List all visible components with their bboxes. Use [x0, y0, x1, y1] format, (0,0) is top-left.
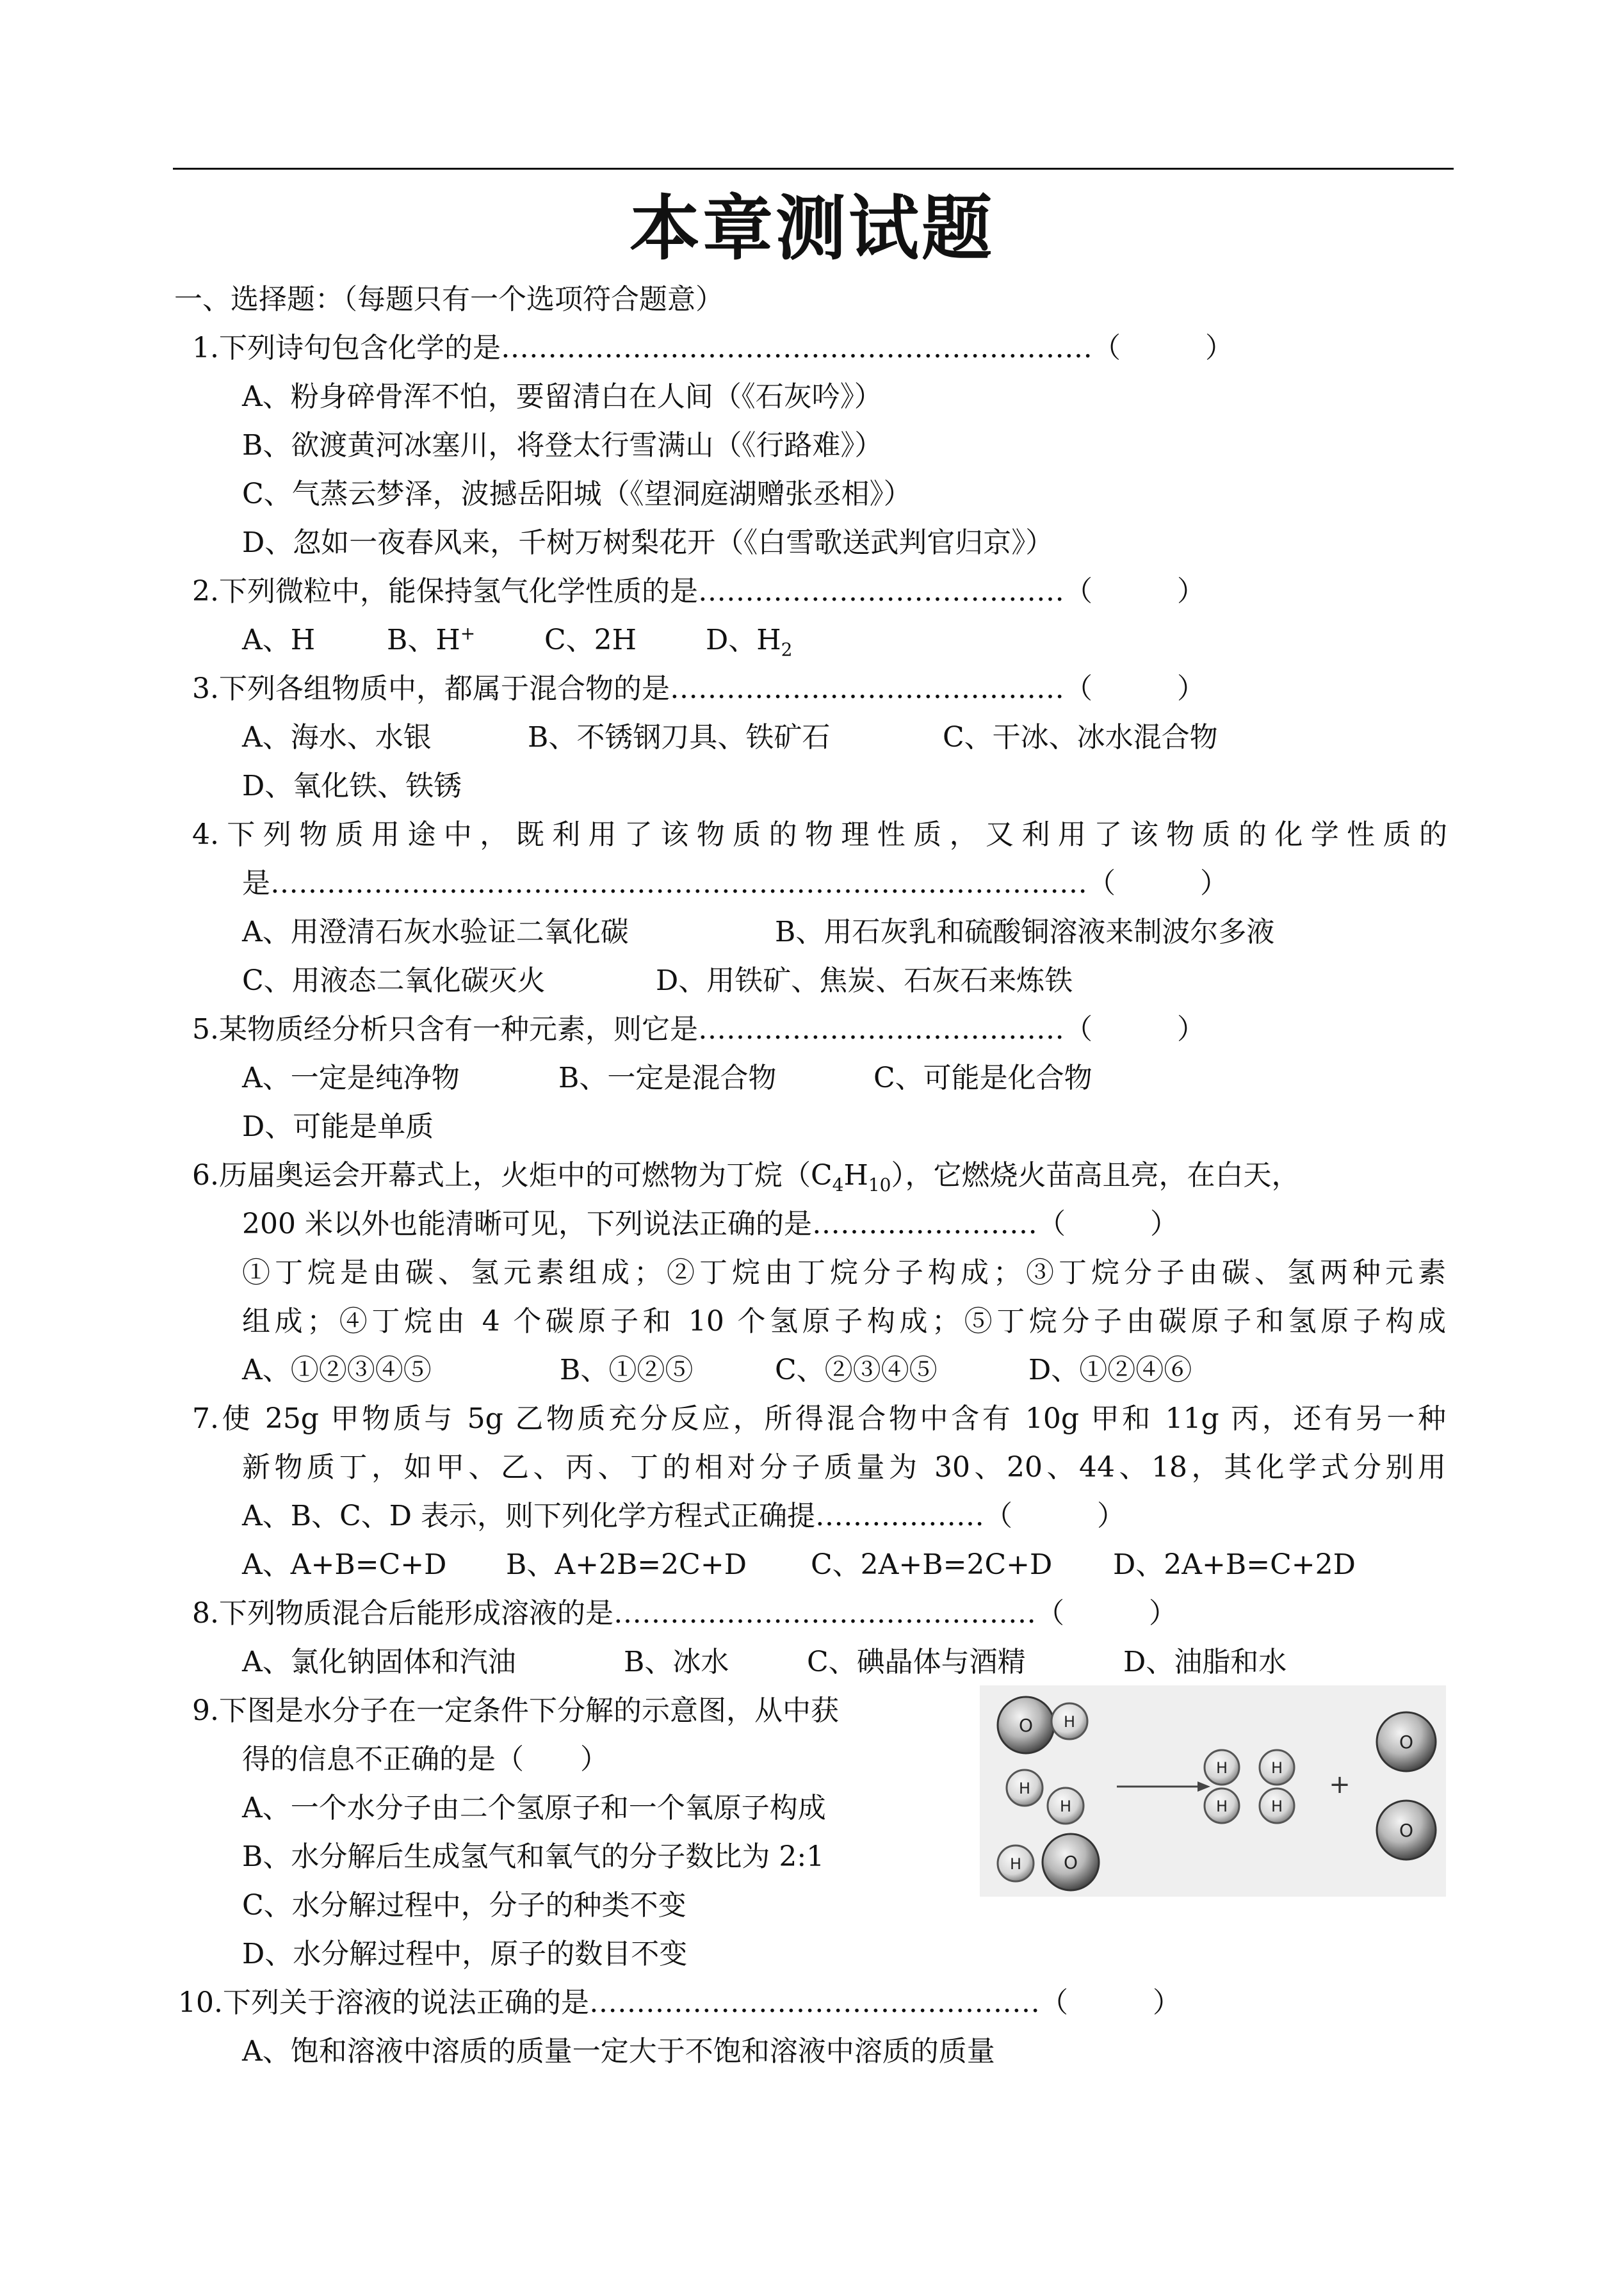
- question-4-options-row-1: [242, 913, 1274, 952]
- question-9-option-b: B、水分解后生成氢气和氧气的分子数比为 2:1: [242, 1840, 825, 1873]
- water-molecule-1: [998, 1697, 1087, 1753]
- water-molecule-3: [998, 1834, 1099, 1890]
- question-10-stem: 10.下列关于溶液的说法正确的是…………………………………………（ ）: [178, 1986, 1181, 2019]
- question-8-options: [242, 1643, 1287, 1682]
- question-1-option-b: B、欲渡黄河冰塞川，将登太行雪满山（《行路难》）: [242, 429, 883, 462]
- question-6-stem-line-1: 6.历届奥运会开幕式上，火炬中的可燃物为丁烷$(C_4H_{10})$，它燃烧火苗高且亮，在白天，: [192, 1159, 1300, 1196]
- water-molecule-2: [1007, 1770, 1084, 1824]
- water-decomposition-diagram: [980, 1685, 1446, 1897]
- question-4-stem-line-2: 是……………………………………………………………………………（ ）: [242, 867, 1228, 900]
- question-7-options: [242, 1546, 1356, 1584]
- svg-text:H: H: [1063, 1713, 1076, 1731]
- question-3-stem: 3.下列各组物质中，都属于混合物的是……………………………………（ ）: [192, 672, 1205, 705]
- plus-sign: +: [1329, 1770, 1351, 1799]
- svg-text:O: O: [1399, 1820, 1414, 1841]
- question-8-option-c: C、碘晶体与酒精: [807, 1646, 1026, 1678]
- svg-text:H: H: [1271, 1759, 1283, 1777]
- section-heading: 一、选择题：（每题只有一个选项符合题意）: [174, 283, 724, 316]
- question-6-option-d: D、①②④⑥: [1028, 1354, 1192, 1386]
- question-6-statements-line-2: 组成；④丁烷由 4 个碳原子和 10 个氢原子构成；⑤丁烷分子由碳原子和氢原子构成: [242, 1305, 1446, 1338]
- oxygen-molecule: [1377, 1712, 1436, 1860]
- question-2-option-a: A、H: [242, 624, 316, 656]
- svg-text:O: O: [1018, 1715, 1034, 1736]
- question-7-option-c: C、2A+B=2C+D: [811, 1548, 1053, 1581]
- question-4-stem-line-1: 4.下列物质用途中，既利用了该物质的物理性质，又利用了该物质的化学性质的: [192, 818, 1447, 851]
- svg-text:H: H: [1271, 1797, 1283, 1815]
- question-1-option-a: A、粉身碎骨浑不怕，要留清白在人间（《石灰吟》）: [242, 380, 882, 413]
- reaction-arrow-icon: [1117, 1781, 1210, 1792]
- hydrogen-molecule-2: [1260, 1750, 1294, 1823]
- svg-text:H: H: [1018, 1780, 1031, 1797]
- question-5-stem: 5.某物质经分析只含有一种元素，则它是…………………………………（ ）: [192, 1013, 1205, 1046]
- question-5-options: [242, 1059, 1092, 1098]
- question-2-option-c: C、2H: [544, 624, 637, 656]
- question-6-option-c: C、②③④⑤: [775, 1354, 938, 1386]
- question-9-stem-line-1: 9.下图是水分子在一定条件下分解的示意图，从中获: [192, 1694, 839, 1727]
- svg-text:H: H: [1059, 1797, 1072, 1815]
- question-1-option-c: C、气蒸云梦泽，波撼岳阳城（《望洞庭湖赠张丞相》）: [242, 478, 912, 510]
- question-5-option-a: A、一定是纯净物: [242, 1062, 460, 1094]
- question-3-options: [242, 718, 1218, 757]
- question-4-option-c: C、用液态二氧化碳灭火: [242, 964, 546, 997]
- question-10-option-a: A、饱和溶液中溶质的质量一定大于不饱和溶液中溶质的质量: [242, 2035, 995, 2068]
- question-9-option-a: A、一个水分子由二个氢原子和一个氧原子构成: [242, 1792, 826, 1824]
- question-7-stem-line-2: 新物质丁，如甲、乙、丙、丁的相对分子质量为 30、20、44、18，其化学式分别用: [242, 1451, 1446, 1484]
- question-5-option-b: B、一定是混合物: [558, 1062, 777, 1094]
- svg-text:H: H: [1215, 1797, 1228, 1815]
- question-8-option-d: D、油脂和水: [1123, 1646, 1287, 1678]
- water-decomposition-svg: [980, 1685, 1446, 1897]
- question-8-option-a: A、氯化钠固体和汽油: [242, 1646, 516, 1678]
- question-1-stem: 1.下列诗句包含化学的是………………………………………………………（ ）: [192, 332, 1233, 364]
- question-4-option-a: A、用澄清石灰水验证二氧化碳: [242, 916, 629, 948]
- question-7-stem-line-1: 7.使 25g 甲物质与 5g 乙物质充分反应，所得混合物中含有 10g 甲和 11g 丙，还有另一种: [192, 1402, 1446, 1435]
- question-4-option-b: B、用石灰乳和硫酸铜溶液来制波尔多液: [775, 916, 1275, 948]
- question-7-stem-line-3: A、B、C、D 表示，则下列化学方程式正确提………………（ ）: [242, 1500, 1126, 1532]
- question-2-options: [242, 621, 792, 660]
- question-5-option-d: D、可能是单质: [242, 1110, 434, 1143]
- question-1-option-d: D、忽如一夜春风来，千树万树梨花开（《白雪歌送武判官归京》）: [242, 526, 1054, 559]
- question-4-options-row-2: [242, 962, 1073, 1000]
- question-6-option-a: A、①②③④⑤: [242, 1354, 432, 1386]
- question-8-stem: 8.下列物质混合后能形成溶液的是………………………………………（ ）: [192, 1597, 1177, 1630]
- question-9-stem-line-2: 得的信息不正确的是（ ）: [242, 1743, 608, 1776]
- question-4-option-d: D、用铁矿、焦炭、石灰石来炼铁: [656, 964, 1073, 997]
- question-7-option-a: A、A+B=C+D: [242, 1548, 447, 1581]
- question-6-options: [242, 1351, 1192, 1390]
- question-6-statements-line-1: ①丁烷是由碳、氢元素组成；②丁烷由丁烷分子构成；③丁烷分子由碳、氢两种元素: [242, 1256, 1446, 1289]
- question-2-option-b: B、H+: [387, 622, 476, 656]
- svg-text:H: H: [1009, 1855, 1022, 1873]
- question-6-stem-line-2: 200 米以外也能清晰可见，下列说法正确的是……………………（ ）: [242, 1208, 1178, 1240]
- question-3-option-a: A、海水、水银: [242, 721, 432, 754]
- svg-text:O: O: [1399, 1731, 1414, 1753]
- top-rule: [173, 168, 1454, 170]
- question-2-option-d: D、$H_2$: [706, 624, 793, 660]
- page-title: 本章测试题: [629, 188, 995, 270]
- question-8-option-b: B、冰水: [624, 1646, 729, 1678]
- question-3-option-c: C、干冰、冰水混合物: [943, 721, 1218, 754]
- question-9-option-d: D、水分解过程中，原子的数目不变: [242, 1938, 688, 1970]
- svg-text:H: H: [1215, 1759, 1228, 1777]
- question-7-option-d: D、2A+B=C+2D: [1113, 1548, 1356, 1581]
- question-6-option-b: B、①②⑤: [560, 1354, 694, 1386]
- question-5-option-c: C、可能是化合物: [873, 1062, 1092, 1094]
- svg-text:O: O: [1063, 1852, 1078, 1873]
- question-2-stem: 2.下列微粒中，能保持氢气化学性质的是…………………………………（ ）: [192, 575, 1205, 608]
- question-3-option-b: B、不锈钢刀具、铁矿石: [528, 721, 831, 754]
- question-9-option-c: C、水分解过程中，分子的种类不变: [242, 1889, 686, 1922]
- question-3-option-d: D、氧化铁、铁锈: [242, 770, 462, 802]
- question-7-option-b: B、A+2B=2C+D: [506, 1548, 747, 1581]
